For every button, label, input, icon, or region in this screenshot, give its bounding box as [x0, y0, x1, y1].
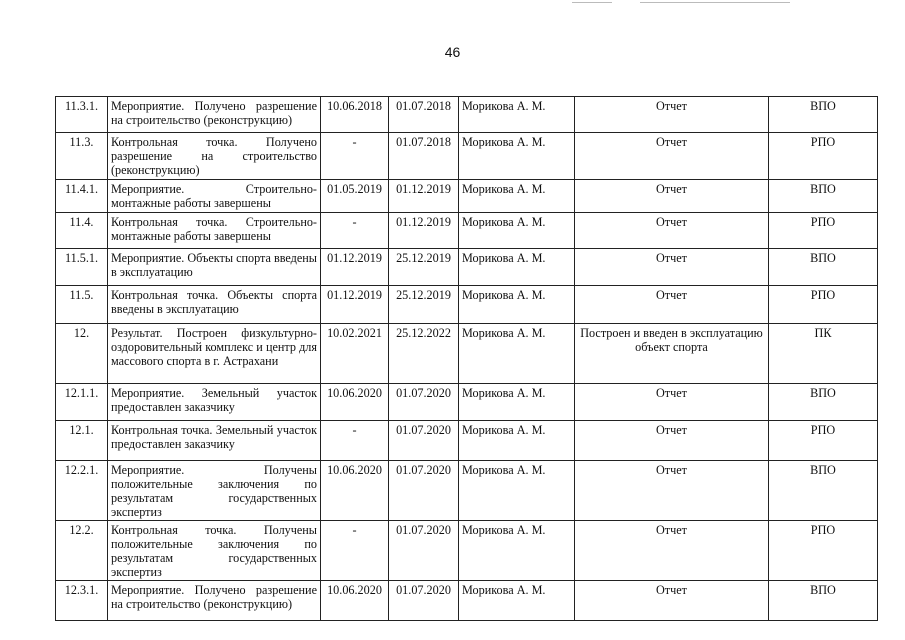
- schedule-table-body: [56, 97, 878, 621]
- row-level: ВПО: [769, 581, 878, 621]
- row-name: Результат. Построен физкультурно-оздоровительный комплекс и центр для массового спорта в г. Астрахани: [108, 324, 321, 384]
- row-number: 11.5.: [56, 286, 108, 324]
- row-document: Отчет: [575, 213, 769, 249]
- row-end-date: 25.12.2019: [389, 249, 459, 286]
- row-end-date: 01.07.2020: [389, 421, 459, 461]
- row-start-date: 01.05.2019: [321, 180, 389, 213]
- row-level: ВПО: [769, 180, 878, 213]
- row-name: Контрольная точка. Объекты спорта введены в эксплуатацию: [108, 286, 321, 324]
- row-responsible: Морикова А. М.: [459, 384, 575, 421]
- row-responsible: Морикова А. М.: [459, 324, 575, 384]
- row-level: РПО: [769, 521, 878, 581]
- row-document: Отчет: [575, 521, 769, 581]
- row-responsible: Морикова А. М.: [459, 97, 575, 133]
- row-responsible: Морикова А. М.: [459, 249, 575, 286]
- row-document: Построен и введен в эксплуатацию объект спорта: [575, 324, 769, 384]
- row-name: Контрольная точка. Земельный участок предоставлен заказчику: [108, 421, 321, 461]
- row-document: Отчет: [575, 461, 769, 521]
- scan-artifact-line: [640, 2, 790, 3]
- row-number: 11.4.1.: [56, 180, 108, 213]
- scan-artifact-line: [572, 2, 612, 3]
- table-row: [56, 213, 878, 249]
- row-document: Отчет: [575, 421, 769, 461]
- row-name: Контрольная точка. Получены положительные заключения по результатам государственных экспертиз: [108, 521, 321, 581]
- row-start-date: -: [321, 213, 389, 249]
- row-start-date: -: [321, 133, 389, 180]
- row-end-date: 01.07.2018: [389, 133, 459, 180]
- table-row: [56, 286, 878, 324]
- row-responsible: Морикова А. М.: [459, 133, 575, 180]
- row-responsible: Морикова А. М.: [459, 421, 575, 461]
- row-end-date: 01.07.2020: [389, 581, 459, 621]
- row-name: Мероприятие. Получено разрешение на строительство (реконструкцию): [108, 97, 321, 133]
- row-end-date: 01.07.2020: [389, 384, 459, 421]
- table-row: [56, 581, 878, 621]
- row-responsible: Морикова А. М.: [459, 286, 575, 324]
- row-number: 12.3.1.: [56, 581, 108, 621]
- row-document: Отчет: [575, 384, 769, 421]
- row-level: РПО: [769, 133, 878, 180]
- row-name: Контрольная точка. Строительно-монтажные работы завершены: [108, 213, 321, 249]
- row-name: Мероприятие. Строительно-монтажные работы завершены: [108, 180, 321, 213]
- row-number: 12.2.1.: [56, 461, 108, 521]
- row-start-date: 10.06.2018: [321, 97, 389, 133]
- table-row: [56, 180, 878, 213]
- row-end-date: 25.12.2019: [389, 286, 459, 324]
- table-row: [56, 421, 878, 461]
- row-start-date: 10.06.2020: [321, 384, 389, 421]
- row-end-date: 01.07.2020: [389, 521, 459, 581]
- row-number: 11.3.: [56, 133, 108, 180]
- page-number: 46: [444, 44, 461, 60]
- row-number: 12.1.: [56, 421, 108, 461]
- row-level: РПО: [769, 213, 878, 249]
- row-responsible: Морикова А. М.: [459, 461, 575, 521]
- table-row: [56, 133, 878, 180]
- row-level: РПО: [769, 286, 878, 324]
- row-number: 11.4.: [56, 213, 108, 249]
- row-level: ПК: [769, 324, 878, 384]
- row-document: Отчет: [575, 249, 769, 286]
- row-start-date: 01.12.2019: [321, 286, 389, 324]
- row-start-date: 10.06.2020: [321, 461, 389, 521]
- row-name: Контрольная точка. Получено разрешение на строительство (реконструкцию): [108, 133, 321, 180]
- row-document: Отчет: [575, 133, 769, 180]
- row-number: 12.2.: [56, 521, 108, 581]
- row-number: 12.: [56, 324, 108, 384]
- row-level: ВПО: [769, 249, 878, 286]
- row-start-date: -: [321, 521, 389, 581]
- row-level: ВПО: [769, 461, 878, 521]
- table-row: [56, 97, 878, 133]
- table-row: [56, 521, 878, 581]
- row-responsible: Морикова А. М.: [459, 213, 575, 249]
- row-end-date: 01.07.2018: [389, 97, 459, 133]
- row-start-date: 10.06.2020: [321, 581, 389, 621]
- row-level: ВПО: [769, 384, 878, 421]
- row-level: РПО: [769, 421, 878, 461]
- row-document: Отчет: [575, 286, 769, 324]
- table-row: [56, 461, 878, 521]
- row-name: Мероприятие. Получено разрешение на строительство (реконструкцию): [108, 581, 321, 621]
- row-end-date: 25.12.2022: [389, 324, 459, 384]
- table-row: [56, 384, 878, 421]
- row-number: 11.5.1.: [56, 249, 108, 286]
- row-start-date: 10.02.2021: [321, 324, 389, 384]
- row-document: Отчет: [575, 97, 769, 133]
- row-end-date: 01.12.2019: [389, 180, 459, 213]
- row-end-date: 01.07.2020: [389, 461, 459, 521]
- row-name: Мероприятие. Получены положительные заключения по результатам государственных экспертиз: [108, 461, 321, 521]
- row-responsible: Морикова А. М.: [459, 581, 575, 621]
- row-responsible: Морикова А. М.: [459, 180, 575, 213]
- table-row: [56, 249, 878, 286]
- row-level: ВПО: [769, 97, 878, 133]
- row-number: 12.1.1.: [56, 384, 108, 421]
- row-name: Мероприятие. Земельный участок предоставлен заказчику: [108, 384, 321, 421]
- row-number: 11.3.1.: [56, 97, 108, 133]
- row-end-date: 01.12.2019: [389, 213, 459, 249]
- row-start-date: 01.12.2019: [321, 249, 389, 286]
- row-name: Мероприятие. Объекты спорта введены в эксплуатацию: [108, 249, 321, 286]
- row-responsible: Морикова А. М.: [459, 521, 575, 581]
- table-row: [56, 324, 878, 384]
- row-start-date: -: [321, 421, 389, 461]
- row-document: Отчет: [575, 581, 769, 621]
- schedule-table: [55, 96, 878, 621]
- row-document: Отчет: [575, 180, 769, 213]
